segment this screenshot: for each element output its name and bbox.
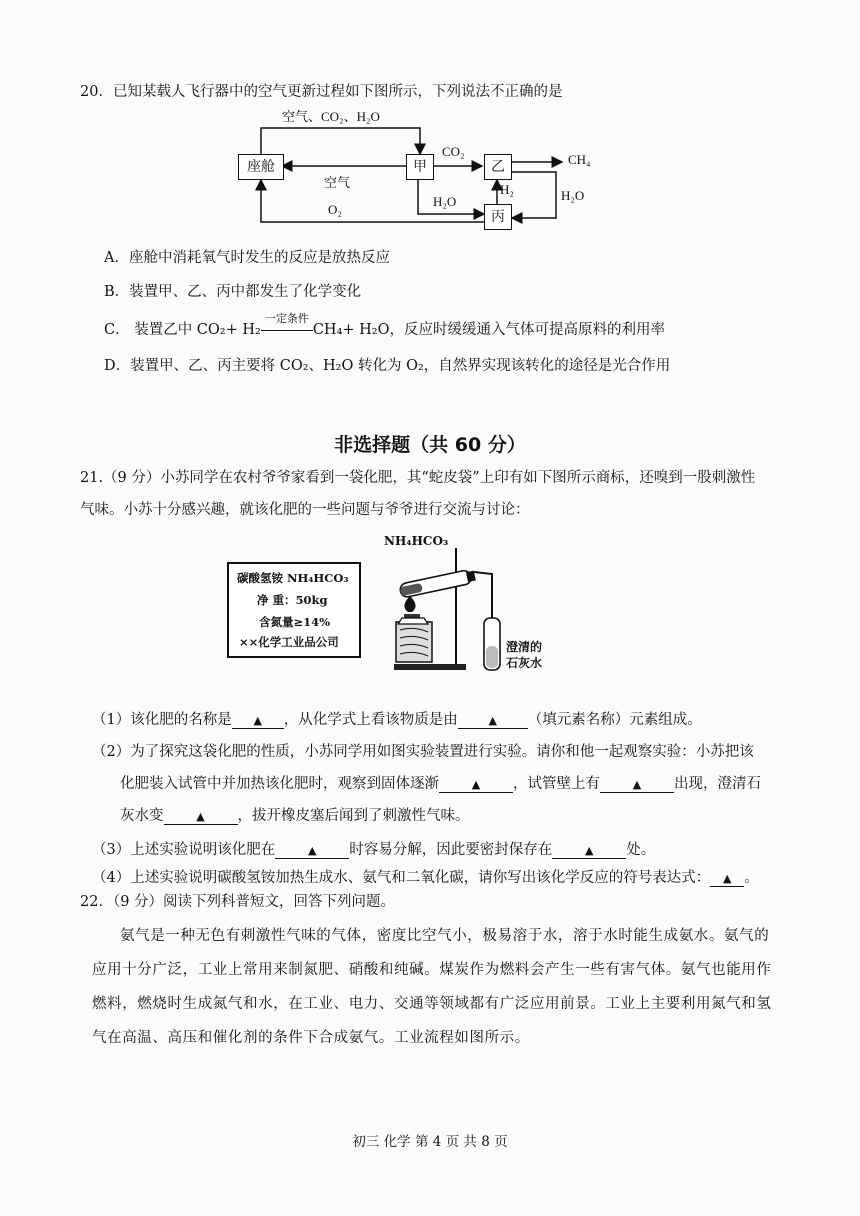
answer-mark: ▲ — [471, 778, 481, 791]
q20-option-b: B．装置甲、乙、丙中都发生了化学变化 — [104, 284, 362, 300]
limewater-label-2: 石灰水 — [506, 656, 543, 670]
q22-para-line4: 气在高温、高压和催化剂的条件下合成氨气。工业流程如图所示。 — [92, 1030, 530, 1046]
reaction-condition: 一定条件 — [264, 312, 309, 325]
blank-decompose-condition[interactable] — [275, 842, 349, 859]
part3-text-a: （3）上述实验说明该化肥在 — [92, 842, 276, 858]
ch4-label: CH₄ — [568, 152, 591, 167]
page-footer: 初三 化学 第 4 页 共 8 页 — [352, 1134, 508, 1150]
device-jia-box: 甲 — [406, 154, 434, 180]
q20-stem: 20．已知某载人飞行器中的空气更新过程如下图所示，下列说法不正确的是 — [80, 84, 563, 100]
answer-mark: ▲ — [585, 844, 594, 857]
heating-apparatus — [380, 534, 550, 674]
device-bing-box: 丙 — [484, 204, 512, 230]
q20-option-d: D．装置甲、乙、丙主要将 CO₂、H₂O 转化为 O₂，自然界实现该转化的途径是光合作用 — [104, 358, 671, 374]
part2-text-b2: ，试管壁上有 — [513, 776, 600, 792]
blank-limewater[interactable] — [164, 808, 238, 825]
q21-part2-line1: （2）为了探究这袋化肥的性质，小苏同学用如图实验装置进行实验。请你和他一起观察实验：小苏把该 — [92, 744, 754, 760]
part1-text-a: （1）该化肥的名称是 — [92, 712, 232, 728]
blank-tube-wall[interactable] — [600, 776, 674, 793]
option-c-prefix: C． 装置乙中 CO₂+ H₂ — [104, 322, 261, 338]
fertilizer-label — [227, 562, 361, 658]
q21-part2-line2 — [120, 772, 761, 793]
h2-label: H₂ — [500, 182, 514, 197]
answer-mark: ▲ — [723, 872, 732, 885]
air-renewal-diagram — [230, 98, 610, 238]
q21-part3 — [92, 838, 655, 859]
o2-label: O₂ — [328, 202, 342, 217]
blank-solid-change[interactable] — [439, 776, 513, 793]
q21-part2-line3 — [120, 804, 470, 825]
answer-mark: ▲ — [308, 844, 317, 857]
air-label: 空气 — [324, 175, 351, 190]
part2-text-c2: ，拔开橡皮塞后闻到了刺激性气味。 — [237, 808, 470, 824]
label-name: 碳酸氢铵 NH₄HCO₃ — [237, 571, 349, 585]
label-nitrogen: 含氮量≥14% — [259, 615, 331, 629]
q21-part4 — [92, 866, 759, 887]
q20-option-a: A．座舱中消耗氧气时发生的反应是放热反应 — [104, 250, 390, 266]
part4-text-b: 。 — [744, 870, 759, 886]
part2-text-b3: 出现，澄清石 — [674, 776, 761, 792]
answer-mark: ▲ — [632, 778, 642, 791]
answer-mark: ▲ — [196, 810, 205, 823]
label-weight: 净 重：50kg — [257, 593, 328, 607]
q22-para-line2: 应用十分广泛，工业上常用来制氮肥、硝酸和纯碱。煤炭作为燃料会产生一些有害气体。氨气也能用作 — [92, 962, 772, 978]
part3-text-c: 处。 — [626, 842, 656, 858]
diagram-top-label: 空气、CO₂、H₂O — [282, 109, 380, 124]
section-title: 非选择题（共 60 分） — [334, 434, 526, 456]
limewater-label-1: 澄清的 — [506, 640, 543, 654]
part3-text-b: 时容易分解，因此要密封保存在 — [349, 842, 553, 858]
cabin-box: 座舱 — [238, 154, 284, 180]
blank-fertilizer-name[interactable] — [232, 712, 284, 729]
reagent-label: NH₄HCO₃ — [384, 534, 449, 548]
blank-equation[interactable] — [710, 870, 744, 887]
part1-text-c: （填元素名称）元素组成。 — [527, 712, 702, 728]
h2o-right-label: H₂O — [561, 188, 585, 203]
label-company: ××化学工业品公司 — [239, 635, 339, 649]
answer-mark: ▲ — [253, 714, 262, 727]
part1-text-b: ，从化学式上看该物质是由 — [283, 712, 458, 728]
reaction-arrow — [261, 312, 313, 338]
q21-part1 — [92, 708, 702, 729]
q21-stem-line1: 21.（9 分）小苏同学在农村爷爷家看到一袋化肥，其“蛇皮袋”上印有如下图所示商标，还嗅到一股刺激性 — [80, 470, 756, 486]
part2-text-b1: 化肥装入试管中并加热该化肥时，观察到固体逐渐 — [120, 776, 439, 792]
device-yi-box: 乙 — [484, 154, 512, 180]
q22-para-line1: 氨气是一种无色有刺激性气味的气体，密度比空气小，极易溶于水，溶于水时能生成氨水。氨气的 — [120, 928, 770, 944]
part4-text-a: （4）上述实验说明碳酸氢铵加热生成水、氨气和二氧化碳，请你写出该化学反应的符号表达式： — [92, 870, 711, 886]
h2o-left-label: H₂O — [433, 194, 457, 209]
q20-option-c — [104, 312, 665, 339]
co2-label: CO₂ — [442, 144, 465, 159]
answer-mark: ▲ — [488, 714, 497, 727]
q22-para-line3: 燃料，燃烧时生成氮气和水，在工业、电力、交通等领域都有广泛应用前景。工业上主要利用氮气和氢 — [92, 996, 772, 1012]
part2-text-c1: 灰水变 — [120, 808, 164, 824]
q21-stem-line2: 气味。小苏十分感兴趣，就该化肥的一些问题与爷爷进行交流与讨论： — [80, 502, 530, 518]
blank-elements[interactable] — [458, 712, 528, 729]
q22-stem: 22．（9 分）阅读下列科普短文，回答下列问题。 — [80, 894, 396, 910]
blank-storage-place[interactable] — [552, 842, 626, 859]
option-c-suffix: CH₄+ H₂O，反应时缓缓通入气体可提高原料的利用率 — [312, 322, 665, 338]
